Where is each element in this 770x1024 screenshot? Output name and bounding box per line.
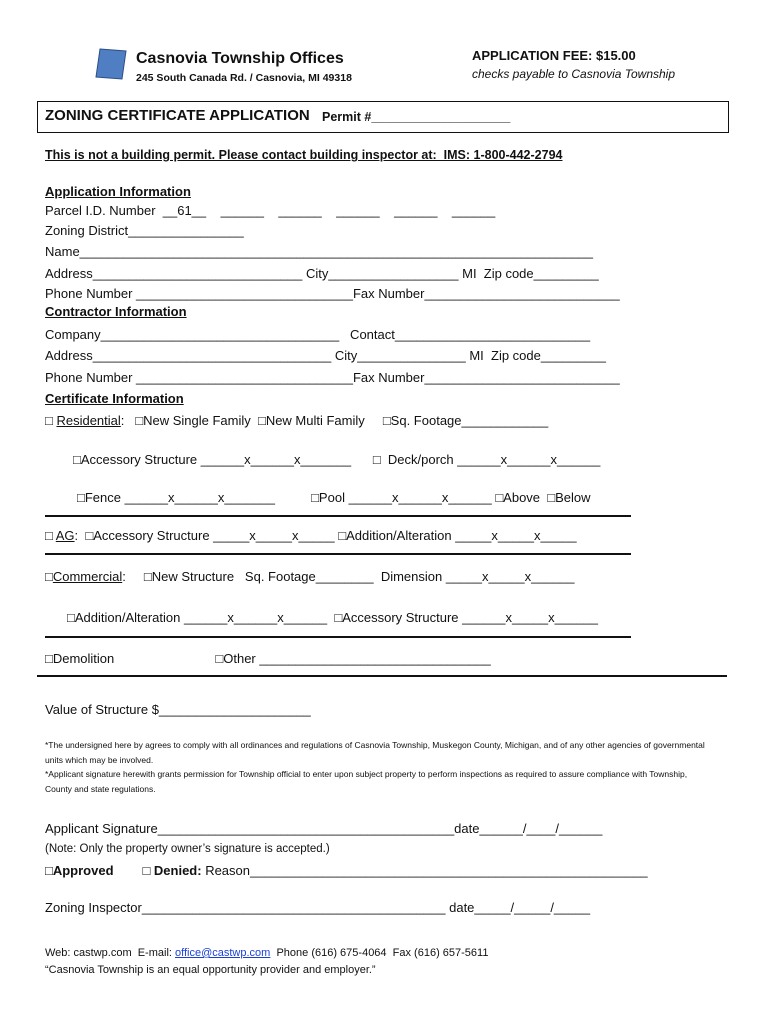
permit-number-field[interactable]: Permit #____________________ bbox=[322, 110, 511, 124]
commercial-label: Commercial bbox=[52, 569, 123, 584]
application-fee: APPLICATION FEE: $15.00 bbox=[472, 48, 636, 63]
application-info-heading: Application Information bbox=[45, 184, 191, 199]
compliance-disclaimer: *The undersigned here by agrees to comply with all ordinances and regulations of Casnovia Township, Muskegon County, Michigan, and of any other agencies of governmental units which may be involved. bbox=[45, 740, 705, 765]
checks-payable: checks payable to Casnovia Township bbox=[472, 67, 676, 81]
accessory-deck-row[interactable]: □Accessory Structure ______x______x_______ □ Deck/porch ______x______x______ bbox=[73, 452, 601, 467]
residential-options[interactable]: : □New Single Family □New Multi Family □Sq. Footage____________ bbox=[120, 413, 549, 428]
inspection-permission-disclaimer: *Applicant signature herewith grants permission for Township official to enter upon subject property to perform inspections as required to assure compliance with Township, County and state regulations. bbox=[45, 769, 688, 794]
address-field[interactable]: Address_____________________________ City__________________ MI Zip code_________ bbox=[45, 266, 599, 281]
approved-checkbox[interactable]: □Approved bbox=[45, 863, 114, 878]
zoning-inspector-field[interactable]: Zoning Inspector__________________________________________ date_____/_____/_____ bbox=[45, 900, 591, 915]
org-address: 245 South Canada Rd. / Casnovia, MI 49318 bbox=[136, 72, 352, 84]
addition-accessory-row[interactable]: □Addition/Alteration ______x______x______ □Accessory Structure ______x_____x______ bbox=[67, 610, 599, 625]
residential-checkbox[interactable]: □ bbox=[45, 413, 57, 428]
zoning-district-field[interactable]: Zoning District________________ bbox=[45, 223, 244, 238]
name-field[interactable]: Name_______________________________________________________________________ bbox=[45, 244, 594, 259]
denied-checkbox[interactable]: □ bbox=[142, 863, 154, 878]
divider-3 bbox=[45, 636, 631, 638]
org-name: Casnovia Township Offices bbox=[136, 50, 344, 67]
building-permit-notice: This is not a building permit. Please contact building inspector at: IMS: 1-800-442-2794 bbox=[45, 148, 563, 162]
footer-phone-fax: Phone (616) 675-4064 Fax (616) 657-5611 bbox=[270, 947, 489, 959]
footer-motto: “Casnovia Township is an equal opportunity provider and employer.” bbox=[45, 964, 376, 976]
footer-contact bbox=[45, 946, 488, 961]
certificate-info-heading: Certificate Information bbox=[45, 391, 184, 406]
township-logo bbox=[95, 48, 127, 80]
signature-note: (Note: Only the property owner’s signature is accepted.) bbox=[45, 843, 330, 855]
ag-options[interactable]: : □Accessory Structure _____x_____x_____ □Addition/Alteration _____x_____x_____ bbox=[74, 528, 577, 543]
divider-4 bbox=[37, 675, 727, 677]
fence-pool-row[interactable]: □Fence ______x______x_______ □Pool ______x______x______ □Above □Below bbox=[77, 490, 591, 505]
residential-label: Residential bbox=[56, 413, 121, 428]
footer-web: Web: castwp.com E-mail: bbox=[45, 947, 175, 959]
commercial-options[interactable]: : □New Structure Sq. Footage________ Dimension _____x_____x______ bbox=[122, 569, 575, 584]
value-of-structure-field[interactable]: Value of Structure $_____________________ bbox=[45, 702, 311, 717]
contractor-address-field[interactable]: Address_________________________________ City_______________ MI Zip code_________ bbox=[45, 348, 606, 363]
demolition-other-row[interactable]: □Demolition □Other ________________________________ bbox=[45, 651, 491, 666]
form-title: ZONING CERTIFICATE APPLICATION bbox=[45, 107, 310, 124]
residential-row[interactable] bbox=[45, 413, 548, 429]
reason-field[interactable]: Reason_______________________________________________________ bbox=[201, 863, 648, 878]
contractor-phone-field[interactable]: Phone Number ______________________________Fax Number___________________________ bbox=[45, 370, 620, 385]
divider-2 bbox=[45, 553, 631, 555]
parcel-id-field[interactable]: Parcel I.D. Number __61__ ______ ______ ______ ______ ______ bbox=[45, 203, 496, 218]
email-link[interactable]: office@castwp.com bbox=[175, 947, 271, 959]
ag-label: AG bbox=[55, 528, 75, 543]
phone-fax-field[interactable]: Phone Number ______________________________Fax Number___________________________ bbox=[45, 286, 620, 301]
applicant-signature-field[interactable]: Applicant Signature_________________________________________date______/____/______ bbox=[45, 821, 603, 836]
denied-label: Denied: bbox=[153, 863, 202, 878]
ag-checkbox[interactable]: □ bbox=[45, 528, 56, 543]
divider-1 bbox=[45, 515, 631, 517]
commercial-checkbox[interactable]: □ bbox=[45, 569, 53, 584]
contractor-company-field[interactable]: Company_________________________________ Contact___________________________ bbox=[45, 327, 591, 342]
contractor-info-heading: Contractor Information bbox=[45, 304, 187, 319]
commercial-row[interactable] bbox=[45, 569, 575, 585]
ag-row[interactable] bbox=[45, 528, 577, 544]
approval-row[interactable] bbox=[45, 863, 648, 879]
